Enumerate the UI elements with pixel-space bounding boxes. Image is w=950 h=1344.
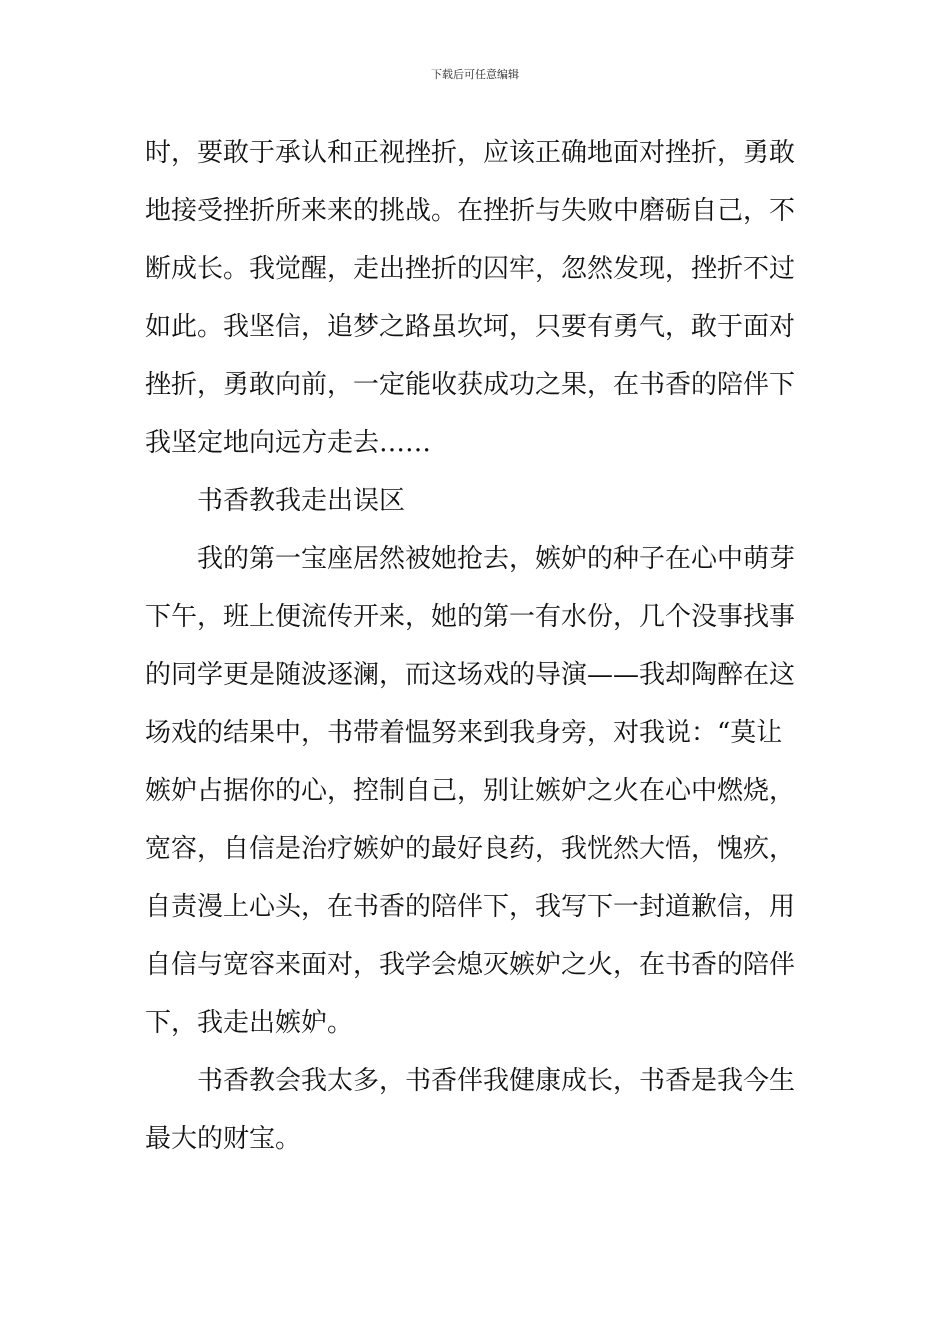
text-line: 下午，班上便流传开来，她的第一有水份，几个没事找事 xyxy=(145,602,796,632)
text-line: 的同学更是随波逐澜，而这场戏的导演——我却陶醉在这 xyxy=(145,660,796,690)
text-line: 自信与宽容来面对，我学会熄灭嫉妒之火，在书香的陪伴 xyxy=(145,950,796,980)
text-line: 书香教会我太多，书香伴我健康成长，书香是我今生 xyxy=(197,1066,796,1096)
text-line: 地接受挫折所来来的挑战。在挫折与失败中磨砺自己，不 xyxy=(145,196,796,226)
text-line: 最大的财宝。 xyxy=(145,1124,302,1154)
text-line: 我的第一宝座居然被她抢去，嫉妒的种子在心中萌芽 xyxy=(197,544,796,574)
page-header: 下载后可任意编辑 xyxy=(431,68,519,81)
text-line: 时，要敢于承认和正视挫折，应该正确地面对挫折，勇敢 xyxy=(145,138,796,168)
text-line: 我坚定地向远方走去…… xyxy=(145,428,432,458)
document-body xyxy=(145,124,805,1168)
text-line: 如此。我坚信，追梦之路虽坎坷，只要有勇气，敢于面对 xyxy=(145,312,796,342)
text-line: 场戏的结果中，书带着愠努来到我身旁，对我说：“莫让 xyxy=(145,718,783,748)
text-line: 挫折，勇敢向前，一定能收获成功之果，在书香的陪伴下 xyxy=(145,370,796,400)
text-line: 自责漫上心头，在书香的陪伴下，我写下一封道歉信，用 xyxy=(145,892,796,922)
section-heading: 书香教我走出误区 xyxy=(197,486,406,516)
text-line: 下，我走出嫉妒。 xyxy=(145,1008,354,1038)
text-line: 断成长。我觉醒，走出挫折的囚牢，忽然发现，挫折不过 xyxy=(145,254,796,284)
text-line: 嫉妒占据你的心，控制自己，别让嫉妒之火在心中燃烧， xyxy=(145,776,796,806)
text-line: 宽容，自信是治疗嫉妒的最好良药，我恍然大悟，愧疚， xyxy=(145,834,796,864)
